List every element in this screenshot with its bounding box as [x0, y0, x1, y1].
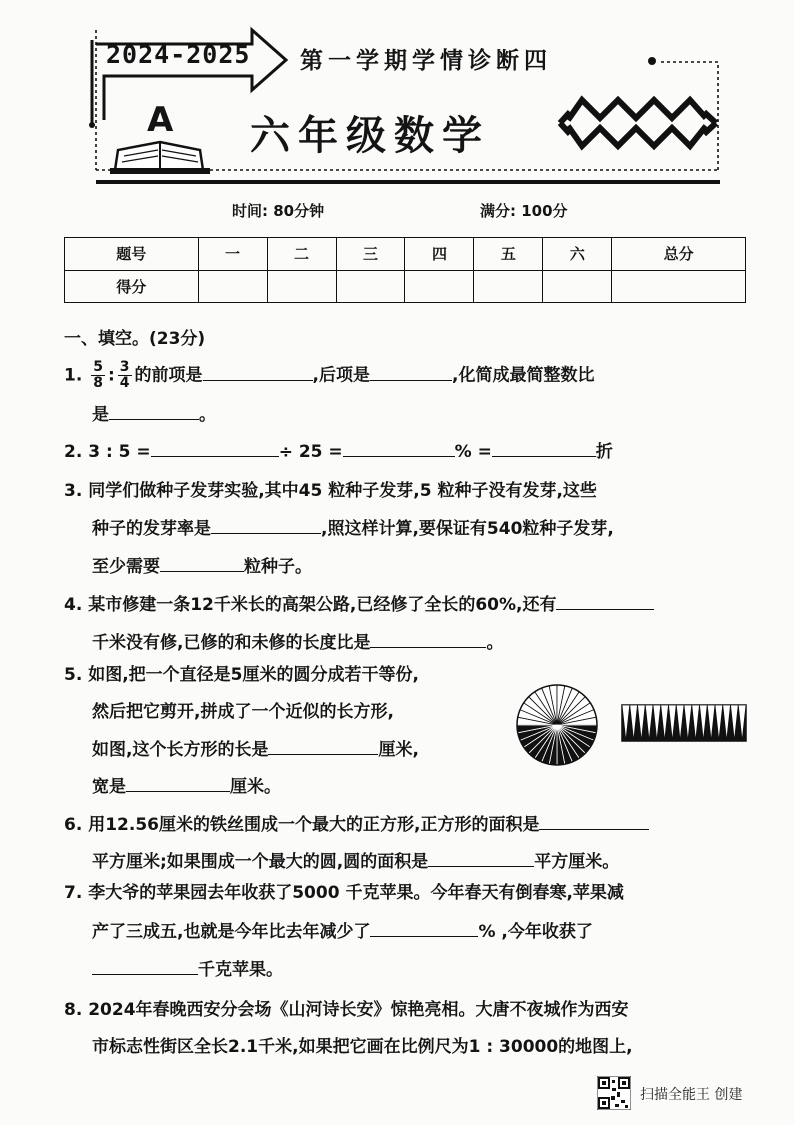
score-entry-cell[interactable] [474, 270, 543, 303]
question-8: 8. 2024年春晚西安分会场《山河诗长安》惊艳亮相。大唐不夜城作为西安 [64, 1000, 629, 1020]
approx-rectangle-figure [620, 703, 748, 743]
grade-letter: A [147, 100, 174, 140]
question-6: 6. 用12.56厘米的铁丝围成一个最大的正方形,正方形的面积是 [64, 810, 649, 835]
question-5-cont: 然后把它剪开,拼成了一个近似的长方形, [92, 702, 394, 722]
score-table-score-row [65, 270, 746, 303]
header-rule [96, 180, 720, 184]
book-icon [110, 142, 210, 174]
table-cell: 五 [474, 238, 543, 271]
answer-blank[interactable] [268, 736, 378, 755]
section-title: 一、填空。(23分) [64, 329, 206, 349]
answer-blank[interactable] [343, 438, 455, 457]
table-cell: 四 [405, 238, 474, 271]
question-7-cont: 产了三成五,也就是今年比去年减少了 % ,今年收获了 [92, 917, 593, 942]
question-3-cont: 种子的发芽率是 ,照这样计算,要保证有540粒种子发芽, [92, 514, 614, 539]
question-3: 3. 同学们做种子发芽实验,其中45 粒种子发芽,5 粒种子没有发芽,这些 [64, 481, 597, 501]
question-2: 2. 3 : 5 = ÷ 25 = % = 折 [64, 437, 613, 462]
answer-blank[interactable] [428, 848, 534, 867]
question-5-cont: 宽是 厘米。 [92, 772, 281, 797]
question-number: 6. [64, 815, 83, 835]
score-entry-cell[interactable] [405, 270, 474, 303]
question-number: 2. [64, 442, 83, 462]
score-entry-cell[interactable] [336, 270, 405, 303]
question-number: 4. [64, 595, 83, 615]
header-decoration [0, 0, 794, 200]
score-table-header-row [65, 238, 746, 271]
question-3-cont: 至少需要 粒种子。 [92, 552, 312, 577]
answer-blank[interactable] [160, 553, 244, 572]
score-entry-cell[interactable] [267, 270, 336, 303]
qr-code-icon [597, 1076, 631, 1110]
full-score-label: 满分: 100分 [480, 202, 568, 220]
zigzag-icon [560, 100, 716, 146]
answer-blank[interactable] [109, 401, 199, 420]
score-entry-cell[interactable] [198, 270, 267, 303]
answer-blank[interactable] [92, 956, 198, 975]
question-1-cont: 是 。 [92, 400, 216, 425]
question-number: 3. [64, 481, 83, 501]
table-cell: 三 [336, 238, 405, 271]
scanner-watermark: 扫描全能王 创建 [640, 1087, 743, 1103]
table-cell: 总分 [612, 238, 746, 271]
answer-blank[interactable] [203, 362, 313, 381]
answer-blank[interactable] [211, 515, 321, 534]
question-7-cont: 千克苹果。 [92, 955, 283, 980]
question-8-cont: 市标志性街区全长2.1千米,如果把它画在比例尺为1 : 30000的地图上, [92, 1037, 633, 1057]
semester-title: 第一学期学情诊断四 [300, 48, 552, 74]
fraction: $\frac{5}{8}$ [93, 359, 103, 391]
answer-blank[interactable] [370, 918, 478, 937]
question-7: 7. 李大爷的苹果园去年收获了5000 千克苹果。今年春天有倒春寒,苹果减 [64, 883, 624, 903]
table-cell: 六 [543, 238, 612, 271]
time-label: 时间: 80分钟 [232, 202, 325, 220]
question-6-cont: 平方厘米;如果围成一个最大的圆,圆的面积是 平方厘米。 [92, 847, 619, 872]
answer-blank[interactable] [126, 773, 230, 792]
question-5: 5. 如图,把一个直径是5厘米的圆分成若干等份, [64, 665, 419, 685]
answer-blank[interactable] [492, 438, 596, 457]
table-cell: 一 [198, 238, 267, 271]
question-1: 1. $\frac{5}{8}$ : $\frac{3}{4}$ 的前项是 ,后项是 ,化简成最简整数比 [64, 359, 595, 391]
question-number: 7. [64, 883, 83, 903]
divided-circle-figure [515, 683, 599, 767]
table-cell: 得分 [65, 270, 199, 303]
answer-blank[interactable] [370, 629, 486, 648]
answer-blank[interactable] [539, 811, 649, 830]
score-entry-cell[interactable] [612, 270, 746, 303]
answer-blank[interactable] [556, 591, 654, 610]
fraction: $\frac{3}{4}$ [119, 359, 130, 391]
score-entry-cell[interactable] [543, 270, 612, 303]
answer-blank[interactable] [151, 438, 279, 457]
score-table [64, 237, 746, 303]
question-number: 1. [64, 365, 83, 386]
question-number: 5. [64, 665, 83, 685]
answer-blank[interactable] [370, 362, 452, 381]
table-cell: 题号 [65, 238, 199, 271]
year-label: 2024-2025 [106, 40, 251, 69]
question-number: 8. [64, 1000, 83, 1020]
question-5-cont: 如图,这个长方形的长是 厘米, [92, 735, 419, 760]
question-4: 4. 某市修建一条12千米长的高架公路,已经修了全长的60%,还有 [64, 590, 654, 615]
question-4-cont: 千米没有修,已修的和未修的长度比是 。 [92, 628, 503, 653]
subject-title: 六年级数学 [250, 113, 490, 159]
table-cell: 二 [267, 238, 336, 271]
